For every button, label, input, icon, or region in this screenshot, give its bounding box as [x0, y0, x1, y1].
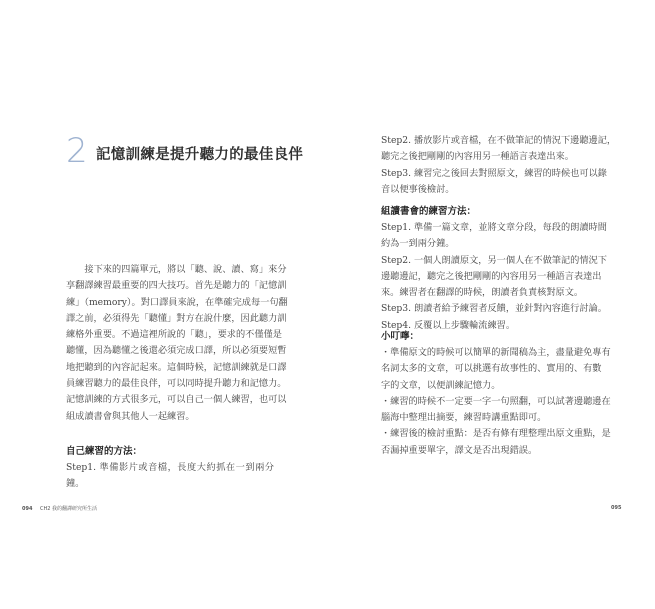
left-page-footer: [22, 505, 97, 512]
intro-line: 練」（memory）。對口譯員來說，在準確完成每一句翻: [66, 296, 288, 308]
intro-line: 地把聽到的內容記起來。這個時候，記憶訓練就是口譯: [66, 361, 287, 373]
tip-line: ・練習的時候不一定要一字一句照翻，可以試著邊聽邊在: [381, 395, 611, 407]
self-practice-heading: 自己練習的方法：: [66, 446, 143, 457]
tip-line: ・準備原文的時候可以簡單的新聞稿為主，盡量避免專有: [381, 347, 611, 358]
intro-line: 聽懂，因為聽懂之後還必須完成口譯，所以必須要短暫: [66, 345, 287, 357]
intro-line: 記憶訓練的方式很多元，可以自己一個人練習，也可以: [66, 394, 287, 406]
chapter-number: 2: [66, 131, 88, 171]
step-line: 聽完之後把剛剛的內容用另一種語言表達出來。: [381, 151, 574, 163]
intro-line: 譯之前，必須得先「聽懂」對方在說什麼，因此聽力訓: [66, 312, 287, 324]
tip-line: 字的文章，以便訓練記憶力。: [381, 379, 501, 391]
right-page-number: 095: [611, 505, 622, 511]
self-practice-steps-continued: [381, 133, 617, 198]
left-page-number: 094: [22, 506, 33, 512]
step-line: Step3. 朗讀者給予練習者反饋，並針對內容進行討論。: [381, 303, 607, 315]
step-line: Step4. 反覆以上步驟輪流練習。: [381, 319, 516, 331]
step-line: 約為一到兩分鐘。: [381, 238, 455, 250]
tips-list: [381, 345, 611, 459]
intro-line: 享翻譯練習最重要的四大技巧。首先是聽力的「記憶訓: [66, 280, 287, 292]
intro-line: 組成讀書會與其他人一起練習。: [66, 410, 195, 422]
step-line: Step2. 一個人朗讀原文，另一個人在不做筆記的情況下: [381, 254, 607, 266]
tip-line: ・練習後的檢討重點：是否有條有理整理出原文重點，是: [381, 428, 611, 440]
intro-line: 練格外重要。不過這裡所說的「聽」，要求的不僅僅是: [66, 329, 282, 341]
step-line: 來。練習者在翻譯的時候，朗讀者負責核對原文。: [381, 287, 584, 299]
self-practice-step1: Step1. 準備影片或音檔，長度大約抓在一到兩分鐘。: [66, 462, 274, 490]
tip-line: 否漏掉重要單字，譯文是否出現錯誤。: [381, 444, 538, 456]
intro-paragraph: [66, 262, 288, 425]
tips-heading: 小叮嚀：: [381, 331, 420, 342]
step-line: 邊聽邊記，聽完之後把剛剛的內容用另一種語言表達出: [381, 270, 602, 282]
running-header: CH2 我的翻譯研究所生活: [40, 506, 98, 512]
tip-line: 腦海中整理出摘要，練習時講重點即可。: [381, 412, 547, 424]
tip-line: 名詞太多的文章，可以挑選有故事性的、實用的、有數: [381, 363, 602, 375]
intro-line: 員練習聽力的最佳良伴，可以同時提升聽力和記憶力。: [66, 378, 287, 390]
step-line: Step2. 播放影片或音檔，在不做筆記的情況下邊聽邊記，: [381, 135, 617, 146]
step-line: Step3. 練習完之後回去對照原文，練習的時候也可以錄: [381, 167, 607, 179]
step-line: 音以便事後檢討。: [381, 183, 455, 195]
chapter-title: 記憶訓練是提升聽力的最佳良伴: [96, 146, 304, 163]
intro-line: 接下來的四篇單元，將以「聽、說、讀、寫」來分: [84, 264, 287, 275]
group-practice-steps: [381, 220, 607, 334]
group-practice-heading: 組讀書會的練習方法：: [381, 206, 477, 217]
step-line: Step1. 準備一篇文章，並將文章分段，每段的朗讀時間: [381, 222, 607, 233]
